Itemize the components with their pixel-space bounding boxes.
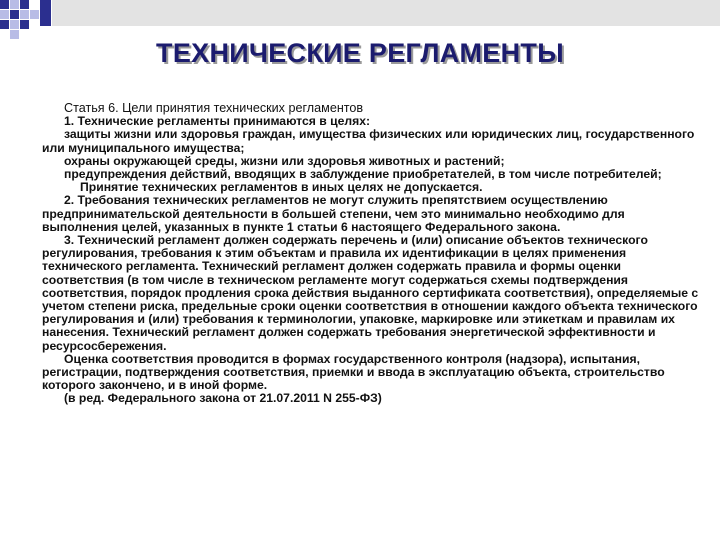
paragraph: 2. Требования технических регламентов не могут служить препятствием осуществлению предпринимательской деятельности в большей степени, чем это минимально необходимо для выполнения целей, указанных в пункте 1 статьи 6 настоящего Федерального закона.	[42, 193, 625, 234]
paragraph: защиты жизни или здоровья граждан, имущества физических или юридических лиц, государственного или муниципального имущества;	[42, 127, 695, 155]
document-body	[42, 102, 704, 406]
paragraph: Принятие технических регламентов в иных целях не допускается.	[80, 180, 483, 195]
article-heading: Статья 6. Цели принятия технических регламентов	[64, 101, 364, 115]
paragraph: охраны окружающей среды, жизни или здоровья животных и растений;	[64, 153, 505, 168]
paragraph: Оценка соответствия проводится в формах государственного контроля (надзора), испытания, регистрации, подтверждения соответствия, приемки и ввода в эксплуатацию объекта, строительство которого закончено, и в иной форме.	[42, 351, 665, 393]
paragraph: предупреждения действий, вводящих в заблуждение приобретателей, в том числе потребителей;	[64, 167, 662, 182]
paragraph: 3. Технический регламент должен содержать перечень и (или) описание объектов технического регулирования, требования к этим объектам и правила их идентификации в целях применения технического регламента. Технический регламент должен содержать правила и формы оценки соответствия (в том числе в техническом регламенте могут содержаться схемы подтверждения соответствия, порядок продления срока действия выданного сертификата соответствия), определяемые с учетом степени риска, предельные сроки оценки соответствия в отношении каждого объекта технического регулирования и (или) требования к терминологии, упаковке, маркировке или этикеткам и правилам их нанесения. Технический регламент должен содержать требования энергетической эффективности и ресурсосбережения.	[42, 233, 699, 353]
paragraph: 1. Технические регламенты принимаются в целях:	[64, 114, 371, 129]
page-title: ТЕХНИЧЕСКИЕ РЕГЛАМЕНТЫ	[156, 38, 564, 68]
amendment-note: (в ред. Федерального закона от 21.07.2011 N 255-ФЗ)	[64, 391, 382, 406]
